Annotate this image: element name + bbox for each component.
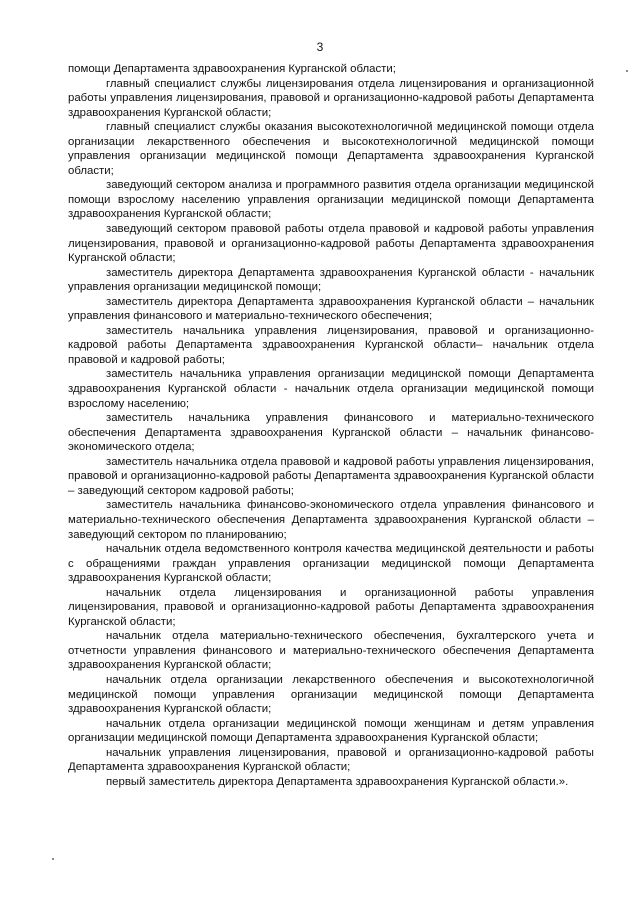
document-body xyxy=(68,62,594,789)
body-paragraph: главный специалист службы лицензирования отдела лицензирования и организационной работы управления лицензирования, правовой и организационно-кадровой работы Департамента здравоохранения Курганской области; xyxy=(68,77,594,119)
page-number: 3 xyxy=(316,40,324,54)
body-paragraph: начальник отдела материально-технического обеспечения, бухгалтерского учета и отчетности управления финансового и материально-технического обеспечения Департамента здравоохранения Курганской области; xyxy=(68,630,594,672)
body-paragraph: заместитель директора Департамента здравоохранения Курганской области - начальник управления организации медицинской помощи; xyxy=(68,266,594,294)
body-paragraph: заведующий сектором анализа и программного развития отдела организации медицинской помощи взрослому населению управления организации медицинской помощи Департамента здравоохранения Курганской области; xyxy=(68,179,594,221)
body-paragraph: заместитель директора Департамента здравоохранения Курганской области – начальник управления финансового и материально-технического обеспечения; xyxy=(68,295,594,323)
body-paragraph: начальник управления лицензирования, правовой и организационно-кадровой работы Департамента здравоохранения Курганской области; xyxy=(68,746,594,774)
body-paragraph: заместитель начальника управления организации медицинской помощи Департамента здравоохранения Курганской области - начальник отдела организации медицинской помощи взрослому населению; xyxy=(68,368,594,410)
scan-speck xyxy=(52,858,54,860)
body-paragraph: начальник отдела лицензирования и организационной работы управления лицензирования, правовой и организационно-кадровой работы Департамента здравоохранения Курганской области; xyxy=(68,586,594,628)
body-paragraph: заместитель начальника управления лицензирования, правовой и организационно-кадровой работы Департамента здравоохранения Курганской области– начальник отдела правовой и кадровой работы; xyxy=(68,324,594,366)
body-paragraph: заместитель начальника управления финансового и материально-технического обеспечения Департамента здравоохранения Курганской области – начальник финансово-экономического отдела; xyxy=(68,412,594,454)
scan-speck xyxy=(626,70,628,72)
body-paragraph: начальник отдела ведомственного контроля качества медицинской деятельности и работы с обращениями граждан управления организации медицинской помощи Департамента здравоохранения Курганской области; xyxy=(68,543,594,585)
body-paragraph: начальник отдела организации медицинской помощи женщинам и детям управления организации медицинской помощи Департамента здравоохранения Курганской области; xyxy=(68,717,594,745)
body-paragraph: помощи Департамента здравоохранения Курганской области; xyxy=(68,63,396,75)
body-paragraph: заместитель начальника отдела правовой и кадровой работы управления лицензирования, правовой и организационно-кадровой работы Департамента здравоохранения Курганской области – заведующий сектором кадровой работы; xyxy=(68,455,594,497)
body-paragraph: начальник отдела организации лекарственного обеспечения и высокотехнологичной медицинской помощи управления организации медицинской помощи Департамента здравоохранения Курганской области; xyxy=(68,673,594,716)
body-paragraph: первый заместитель директора Департамента здравоохранения Курганской области.». xyxy=(106,775,569,788)
body-paragraph: заведующий сектором правовой работы отдела правовой и кадровой работы управления лицензирования, правовой и организационно-кадровой работы Департамента здравоохранения Курганской области; xyxy=(68,223,594,265)
body-paragraph: главный специалист службы оказания высокотехнологичной медицинской помощи отдела организации лекарственного обеспечения и высокотехнологичной медицинской помощи управления организации медицинской помощи Департамента здравоохранения Курганской области; xyxy=(68,121,594,177)
body-paragraph: заместитель начальника финансово-экономического отдела управления финансового и материально-технического обеспечения Департамента здравоохранения Курганской области – заведующий сектором по планированию; xyxy=(68,499,594,541)
